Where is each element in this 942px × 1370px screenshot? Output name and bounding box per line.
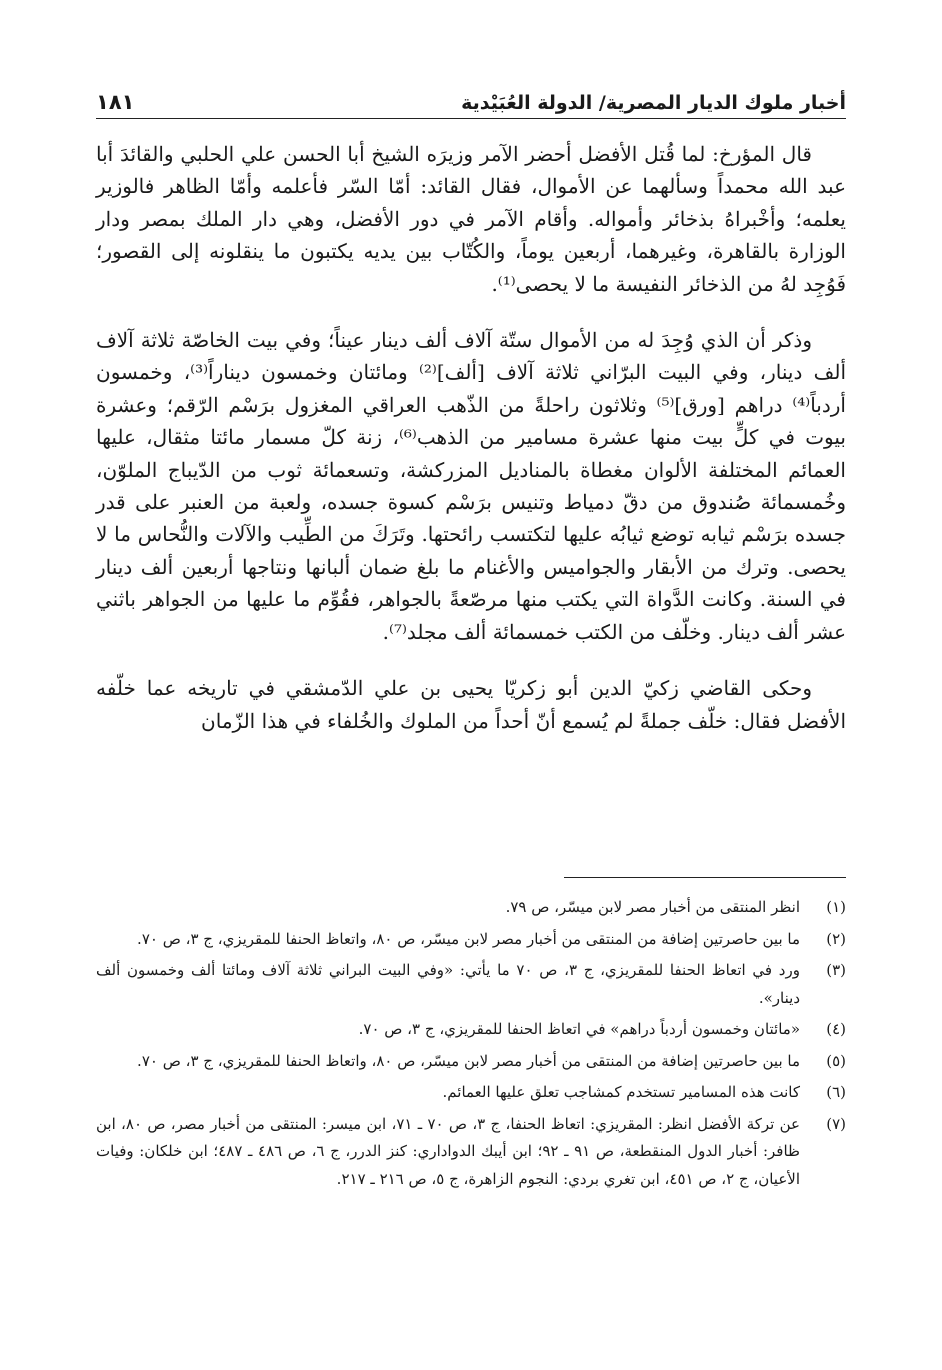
footnote-text: عن تركة الأفضل انظر: المقريزي: اتعاظ الحنفا، ج ٣، ص ٧٠ ـ ٧١، ابن ميسر: المنتقى من أخبار مصر، ص ٨٠، ابن ظافر: أخبار الدول المنقطعة، ص ٩١ ـ ٩٢؛ ابن أيبك الدواداري: كنز الدرر، ج ٦، ص ٤٨٦ ـ ٤٨٧؛ ابن خلكان: وفيات الأعيان، ج ٢، ص ٤٥١، ابن تغري بردي: النجوم الزاهرة، ج ٥، ص ٢١٦ ـ ٢١٧. [96, 1114, 801, 1188]
footnote-number: (٢) [826, 929, 846, 948]
header-title: أخبار ملوك الديار المصرية/ الدولة العُبَيْدية [461, 92, 846, 114]
footnote [96, 1079, 846, 1107]
footnote [96, 894, 846, 922]
footnote-separator [564, 877, 846, 878]
footnotes [96, 894, 846, 1197]
running-header [96, 84, 846, 119]
footnote-text: ورد في اتعاظ الحنفا للمقريزي، ج ٣، ص ٧٠ ما يأتي: «وفي البيت البراني ثلاثة آلاف ومائتا ألف وخمسون ألف دينار». [96, 961, 800, 1007]
footnote-number: (١) [826, 898, 846, 916]
page-number: ١٨١ [96, 90, 135, 114]
footnote-text: انظر المنتقى من أخبار مصر لابن ميسّر، ص ٧٩. [505, 898, 800, 916]
paragraph: وحكى القاضي زكيّ الدين أبو زكريّا يحيى بن علي الدّمشقي في تاريخه عما خلّفه الأفضل فقال: خلّف جملةً لم يُسمع أنّ أحداً من الملوك والخُلفاء في هذا الزّمان [96, 676, 846, 733]
footnote-number: (٥) [826, 1051, 846, 1070]
footnote-text: كانت هذه المسامير تستخدم كمشاجب تعلق عليها العمائم. [442, 1083, 800, 1101]
footnote-number: (٤) [826, 1020, 846, 1038]
paragraph: وذكر أن الذي وُجِدَ له من الأموال ستّة آلاف ألف دينار عيناً؛ وفي بيت الخاصّة ثلاثة آلاف ألف دينار، وفي البيت البرّاني ثلاثة آلاف [ألف]⁽²⁾ ومائتان وخمسون ديناراً⁽³⁾، وخمسون أردباً⁽⁴⁾ دراهم [ورق]⁽⁵⁾ وثلاثون راحلةً من الذّهب العراقي المغزول برَسْم الرّقم؛ وعشرة بيوت في كلٍّ بيت منها عشرة مسامير من الذهب⁽⁶⁾، زنة كلّ مسمار مائتا مثقال، عليها العمائم المختلفة الألوان مغطاة بالمناديل المزركشة، وتسعمائة ثوب من الدّيباج الملوّن، وخُمسمائة صُندوق من دقّ دمياط وتنيس برَسْم كسوة جسده، ولعبة من العنبر على قدر جسده برَسْم ثيابه توضع ثيابُه عليها لتكتسب رائحتها. وتَرَكَ من الطِّيب والآلات والنُّحاس ما لا يحصى. وترك من الأبقار والجواميس والأغنام ما بلغ ضمان ألبانها ونتاجها أربعين ألف دينار في السنة. وكانت الدَّواة التي يكتب منها مرصّعةً بالجواهر، فقُوِّم ما عليها من الجواهر باثني عشر ألف دينار. وخلّف من الكتب خمسمائة ألف مجلد⁽⁷⁾. [96, 328, 847, 644]
footnote [96, 957, 846, 1012]
footnote-text: ما بين حاصرتين إضافة من المنتقى من أخبار مصر لابن ميسّر، ص ٨٠، واتعاظ الحنفا للمقريزي، ج ٣، ص ٧٠. [137, 1051, 800, 1070]
footnote-text: «مائتان وخمسون أردباً دراهم» في اتعاظ الحنفا للمقريزي، ج ٣، ص ٧٠. [358, 1020, 800, 1038]
footnote [96, 1016, 846, 1044]
footnote [96, 1111, 846, 1194]
footnote-text: ما بين حاصرتين إضافة من المنتقى من أخبار مصر لابن ميسّر، ص ٨٠، واتعاظ الحنفا للمقريزي، ج ٣، ص ٧٠. [137, 929, 800, 948]
footnote-number: (٣) [826, 961, 846, 979]
footnote [96, 1048, 846, 1076]
footnote-number: (٧) [826, 1114, 846, 1133]
footnote-number: (٦) [826, 1083, 846, 1101]
paragraph: قال المؤرخ: لما قُتل الأفضل أحضر الآمر وزيرَه الشيخ أبا الحسن علي الحلبي والقائدَ أبا عبد الله محمداً وسألهما عن الأموال، فقال القائد: أمّا السّر فأعلمه وأمّا الظاهر فالوزير يعلمه؛ وأخْبراهُ بذخائر وأمواله. وأقام الآمر في دور الأفضل، وهي دار الملك بمصر ودار الوزارة بالقاهرة، وغيرهما، أربعين يوماً، والكُتّاب بين يديه يكتبون ما ينقلونه إلى القصور؛ فَوُجِد لهُ من الذخائر النفيسة ما لا يحصى⁽¹⁾. [96, 142, 846, 296]
footnote [96, 926, 846, 954]
main-text [96, 138, 846, 761]
